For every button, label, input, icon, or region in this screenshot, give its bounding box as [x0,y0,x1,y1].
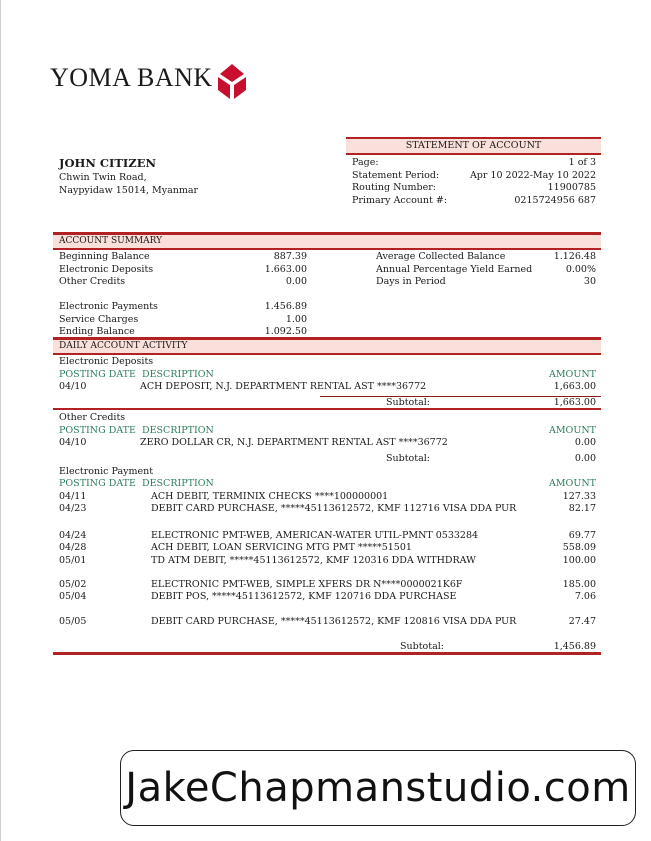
summary-value: 30 [583,276,596,287]
subtotal-value: 1,663.00 [553,397,596,408]
transaction-description: ACH DEBIT, LOAN SERVICING MTG PMT *****51501 [151,542,412,553]
statement-field-label: Primary Account #: [352,195,448,206]
transaction-date: 05/02 [59,579,87,590]
activity-title: DAILY ACCOUNT ACTIVITY [53,340,601,353]
page-edge [0,0,1,841]
transaction-description: ZERO DOLLAR CR, N.J. DEPARTMENT RENTAL AST ****36772 [140,437,448,448]
summary-label: Ending Balance [59,326,135,337]
summary-title-rule [53,248,601,250]
transaction-amount: 185.00 [562,579,596,590]
deposits-section-title: Electronic Deposits [59,356,154,367]
column-header-description: DESCRIPTION [142,478,214,489]
transaction-date: 04/23 [59,503,87,514]
transaction-description: TD ATM DEBIT, *****45113612572, KMF 120316 DDA WITHDRAW [151,555,476,566]
transaction-date: 04/10 [59,381,87,392]
transaction-date: 04/10 [59,437,87,448]
subtotal-label: Subtotal: [386,397,430,408]
transaction-description: DEBIT CARD PURCHASE, *****45113612572, KMF 120816 VISA DDA PUR [151,616,517,627]
customer-name: JOHN CITIZEN [59,156,156,170]
column-header-date: POSTING DATE [59,478,136,489]
transaction-date: 05/04 [59,591,87,602]
transaction-description: DEBIT POS, *****45113612572, KMF 120716 DDA PURCHASE [151,591,457,602]
summary-value: 1.126.48 [553,251,596,262]
payments-section-title: Electronic Payment [59,466,154,477]
column-header-amount: AMOUNT [548,369,596,380]
statement-field-value: Apr 10 2022-May 10 2022 [469,170,596,181]
column-header-amount: AMOUNT [548,425,596,436]
summary-value: 1.456.89 [264,301,307,312]
bank-logo-icon [214,62,250,102]
activity-bottom-rule [53,652,601,655]
statement-field-value: 0215724956 687 [514,195,596,206]
statement-field-value: 1 of 3 [568,157,596,168]
watermark-banner: JakeChapmanstudio.com [120,750,636,826]
subtotal-value: 1,456.89 [553,641,596,652]
customer-address-line-2: Naypyidaw 15014, Myanmar [59,185,199,196]
transaction-description: ACH DEPOSIT, N.J. DEPARTMENT RENTAL AST ****36772 [140,381,427,392]
transaction-amount: 127.33 [562,491,596,502]
summary-label: Other Credits [59,276,126,287]
transaction-date: 04/24 [59,530,87,541]
transaction-description: ELECTRONIC PMT-WEB, AMERICAN-WATER UTIL-PMNT 0533284 [151,530,479,541]
statement-field-label: Page: [352,157,379,168]
statement-field-value: 11900785 [547,182,596,193]
subtotal-value: 0.00 [574,453,596,464]
column-header-date: POSTING DATE [59,369,136,380]
transaction-description: ACH DEBIT, TERMINIX CHECKS ****100000001 [151,491,389,502]
summary-title: ACCOUNT SUMMARY [53,235,601,248]
summary-value: 0.00 [285,276,307,287]
transaction-date: 04/11 [59,491,87,502]
summary-value: 1.00 [285,314,307,325]
summary-value: 0.00% [565,264,596,275]
customer-address-line-1: Chwin Twin Road, [59,172,147,183]
activity-title-rule [53,353,601,355]
statement-field-label: Routing Number: [352,182,436,193]
summary-label: Annual Percentage Yield Earned [376,264,533,275]
statement-field-label: Statement Period: [352,170,440,181]
bank-logo-text: YOMA BANK [50,63,213,92]
summary-value: 1.663.00 [264,264,307,275]
column-header-date: POSTING DATE [59,425,136,436]
transaction-date: 04/28 [59,542,87,553]
transaction-amount: 558.09 [562,542,596,553]
column-header-description: DESCRIPTION [142,425,214,436]
statement-title: STATEMENT OF ACCOUNT [346,139,601,153]
summary-label: Beginning Balance [59,251,150,262]
transaction-amount: 1,663.00 [553,381,596,392]
subtotal-label: Subtotal: [386,453,430,464]
subtotal-label: Subtotal: [400,641,444,652]
transaction-description: DEBIT CARD PURCHASE, *****45113612572, KMF 112716 VISA DDA PUR [151,503,517,514]
transaction-amount: 100.00 [562,555,596,566]
column-header-description: DESCRIPTION [142,369,214,380]
summary-label: Service Charges [59,314,139,325]
summary-label: Days in Period [376,276,446,287]
transaction-amount: 0.00 [574,437,596,448]
summary-label: Electronic Payments [59,301,158,312]
summary-label: Average Collected Balance [376,251,506,262]
section-divider [53,408,601,410]
transaction-amount: 27.47 [568,616,596,627]
summary-label: Electronic Deposits [59,264,154,275]
transaction-description: ELECTRONIC PMT-WEB, SIMPLE XFERS DR N****0000021K6F [151,579,463,590]
transaction-date: 05/01 [59,555,87,566]
transaction-date: 05/05 [59,616,87,627]
transaction-amount: 69.77 [568,530,596,541]
transaction-amount: 82.17 [568,503,596,514]
statement-title-rule [346,153,601,155]
summary-value: 1.092.50 [264,326,307,337]
summary-value: 887.39 [273,251,307,262]
credits-section-title: Other Credits [59,412,126,423]
column-header-amount: AMOUNT [548,478,596,489]
transaction-amount: 7.06 [574,591,596,602]
